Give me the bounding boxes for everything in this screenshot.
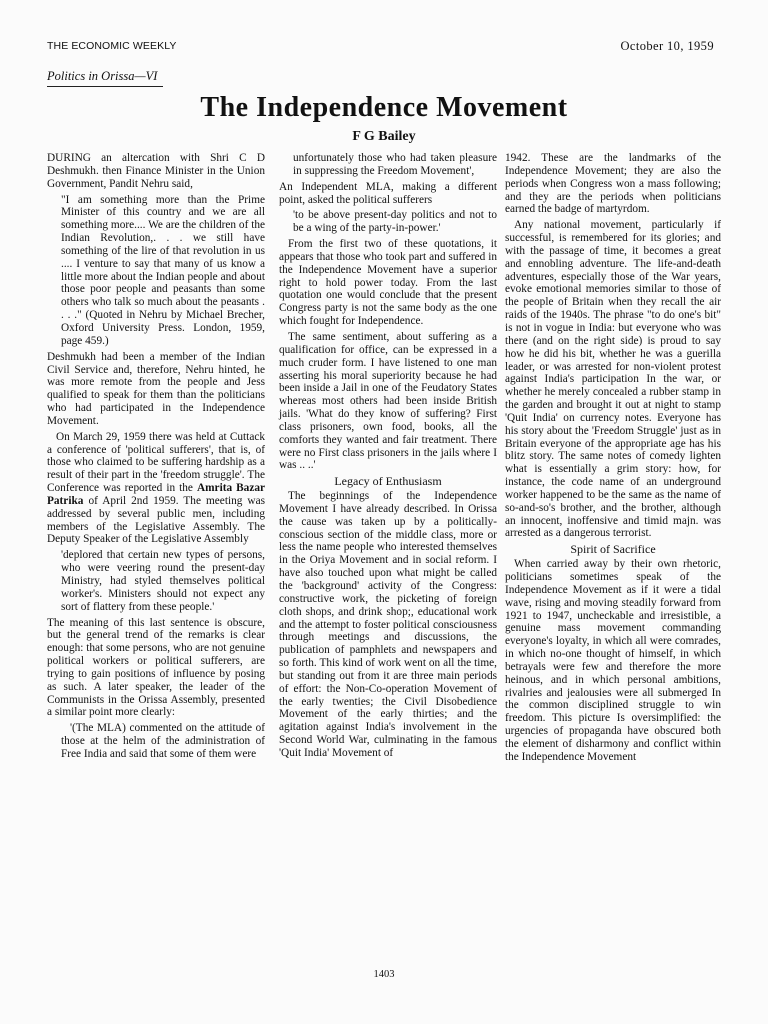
paragraph: Deshmukh had been a member of the Indian Civil Service and, therefore, Nehru hinted, he was more remote from the people and Jess qualified to speak for them than the politicians who had participated in the Independence Movement. [47, 350, 265, 427]
article-title: The Independence Movement [200, 92, 568, 123]
paragraph: The meaning of this last sentence is obscure, but the general trend of the remarks is clear enough: that some persons, who are not genuine political workers or political sufferers, are trying to gain positions of influence by posing as such. A later speaker, the leader of the Communists in the Orissa Assembly, presented a similar point more clearly: [47, 616, 265, 719]
publication-name: THE ECONOMIC WEEKLY [47, 40, 177, 52]
paragraph: The same sentiment, about suffering as a qualification for office, can be expressed in a much cruder form. I have listened to one man asserting his moral superiority because he had been inside a Jail in one of the Feudatory States whereas most others had been inside British jails. 'What do they know of suffering? First class prisoners, own food, books, all the comforts they wanted and fair treatment. There were no First class prisoners in the jails where I was .. ..' [279, 330, 497, 472]
paragraph-text: On March 29, 1959 there was held at Cuttack a conference of 'political sufferers', that is, of those who claimed to be suffering hardship as a result of their part in the 'freedom struggle'. The Conference was reported in the [47, 430, 265, 495]
author-byline: F G Bailey [352, 129, 416, 144]
column-3 [505, 152, 721, 767]
column-1 [47, 152, 265, 764]
block-quote: 'to be above present-day politics and not to be a wing of the party-in-power.' [293, 209, 497, 235]
series-label: Politics in Orissa—VI [47, 69, 158, 83]
paragraph: When carried away by their own rhetoric, politicians sometimes speak of the Independence Movement as if it were a tidal wave, rising and moving steadily forward from 1921 to 1947, uncheckable and irresistible, a genuine mass movement commanding everyone's loyalty, in which all were comrades, in which no-one thought of himself, in which betrayals were few and therefore the more heinous, and in which personal ambitions, rivalries and jealousies were all submerged In the common disciplined struggle to win freedom. This picture Is oversimplified: the urgencies of propaganda have obscured both the element of disharmony and conflict within the Independence Movement [505, 558, 721, 763]
paragraph-text: of April 2nd 1959. The meeting was addressed by several public men, including members of the Legislative Assembly. The Deputy Speaker of the Legislative Assembly [47, 494, 265, 546]
paragraph: From the first two of these quotations, it appears that those who took part and suffered in the Independence Movement have a superior right to hold power today. From the last quotation one would conclude that the present Congress party is not the same body as the one which fought for Independence. [279, 238, 497, 328]
block-quote: unfortunately those who had taken pleasure in suppressing the Freedom Movement', [293, 152, 497, 177]
subheading: Spirit of Sacrifice [570, 542, 656, 557]
series-underline [47, 86, 163, 87]
paragraph: An Independent MLA, making a different point, asked the political sufferers [279, 180, 497, 206]
page-number: 1403 [373, 969, 395, 980]
paragraph: 1942. These are the landmarks of the Independence Movement; they are also the periods when Congress won a mass following; and they are the periods when politicians earned the badge of martyrdom. [505, 152, 721, 216]
block-quote: "I am something more than the Prime Minister of this country and we are all something more.... We are the children of the Indian Revolution,. . . we still have something of the lire of that revolution in us .... I venture to say that many of us know a little more about the Indian people and about those poor people and peasants than some others who talk so much about the peasants . . . ." (Quoted in Nehru by Michael Brecher, Oxford University Press. London, 1959, page 459.) [61, 193, 265, 347]
column-2 [279, 152, 497, 763]
issue-date: October 10, 1959 [620, 39, 714, 53]
newspaper-name: Amrita Bazar Patrika [47, 482, 265, 507]
paragraph: The beginnings of the Independence Movement I have already described. In Orissa the cause was taken up by a politically-conscious section of the middle class, more or less the name people who interested themselves in the Oriya Movement and in social reform. I have also touched upon what might be called the 'background' activity of the Congress: constructive work, the picketing of foreign cloth shops, and drink shop;, educational work and the attempt to foster political consciousness through meetings and discussions, the publication of pamphlets and newspapers and so forth. This kind of work went on all the time, but standing out from it are three main periods of effort: the Non-Co-operation Movement of the early twenties; the Civil Disobedience Movement of the early thirties; and the agitation against India's involvement in the Second World War, culminating in the famous 'Quit India' Movement of [279, 490, 497, 759]
running-header [47, 40, 714, 56]
paragraph: Any national movement, particularly if successful, is remembered for its glories; and with the passage of time, it becomes a great and ennobling adventure. The life-and-death adventures, especially those of the War years, evoke emotional memories similar to those of the people of Britain when they recall the air raids of the 1940s. The phrase "to do one's bit" is not in vogue in India: but everyone who was there (and on the right side) is proud to say how he did his bit, whether he was a guerilla leader, or was arrested for non-violent protest against India's participation In the war, or whether he merely concealed a rubber stamp in the garden and brought it out at night to stamp 'Quit India' on currency notes. Everyone has his story about the 'Freedom Struggle' just as in Britain everyone of the appropriate age has his blitz story. The same notes of comedy lighten what is essentially a grim story: how, for instance, the code name of an underground worker happened to be the same as the name of so-and-so's brother, and the brother, although an innocent, inoffensive and timid majn. was arrested as a dangerous terrorist. [505, 219, 721, 540]
paragraph [47, 431, 265, 547]
block-quote: 'deplored that certain new types of persons, who were veering round the present-day Ministry, had styled themselves political worker's. Ministers should not expect any sort of flattery from these people.' [61, 549, 265, 613]
paragraph: DURING an altercation with Shri C D Deshmukh. then Finance Minister in the Union Government, Pandit Nehru said, [47, 152, 265, 190]
block-quote: '(The MLA) commented on the attitude of those at the helm of the administration of Free India and said that some of them were [61, 722, 265, 760]
subheading: Legacy of Enthusiasm [334, 474, 442, 489]
